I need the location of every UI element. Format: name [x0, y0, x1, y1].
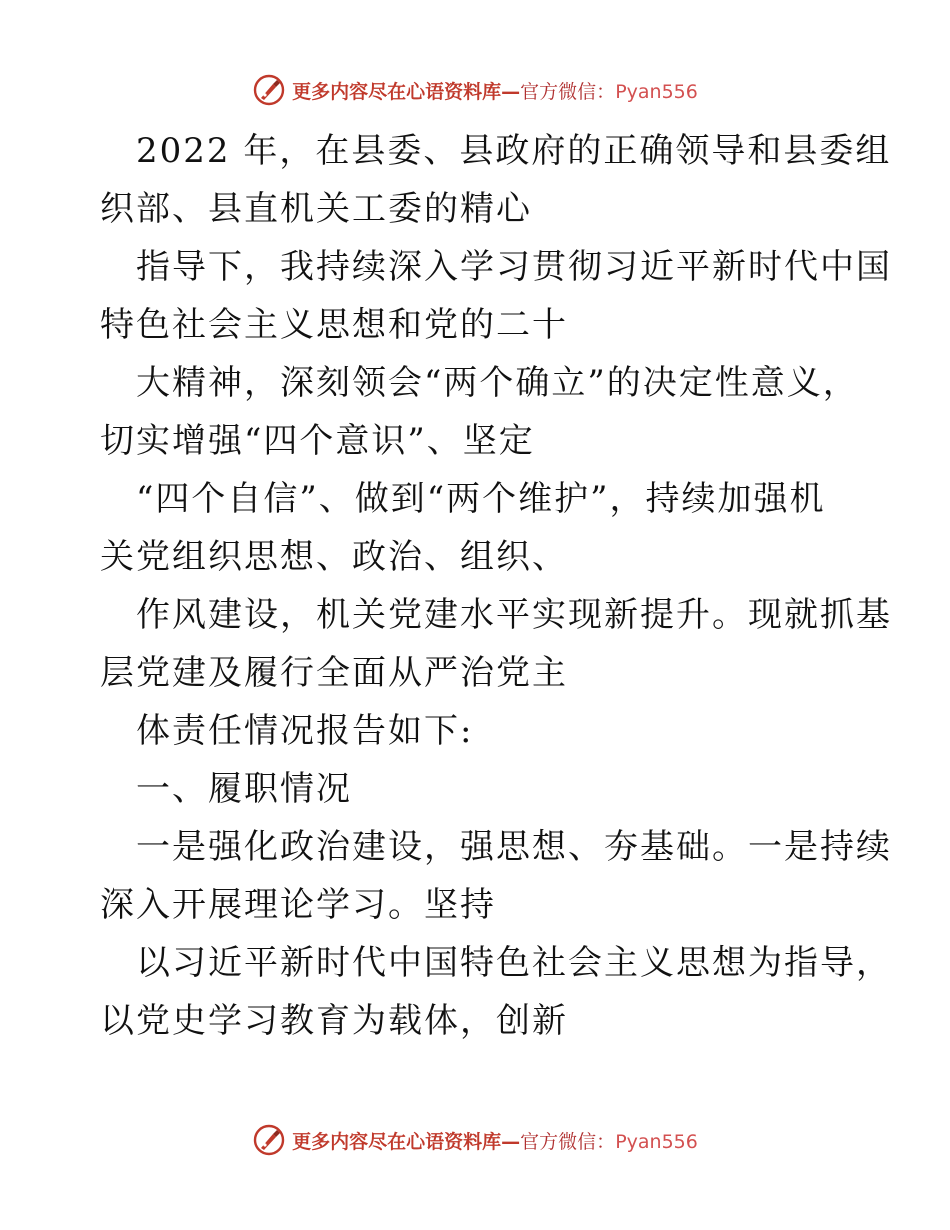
body-line: 大精神，深刻领会“两个确立”的决定性意义，: [136, 363, 859, 403]
body-line: 2022 年，在县委、县政府的正确领导和县委组: [136, 131, 892, 171]
watermark-dash: —: [501, 80, 521, 103]
body-line: 一是强化政治建设，强思想、夯基础。一是持续: [136, 827, 892, 867]
section-heading: 一、履职情况: [136, 769, 352, 809]
watermark-main: 更多内容尽在心语资料库: [292, 1130, 502, 1153]
body-line: 以党史学习教育为载体，创新: [100, 1001, 568, 1041]
pen-nib-logo-icon: [252, 73, 286, 107]
body-line: 织部、县直机关工委的精心: [100, 189, 532, 229]
watermark-id: Pyan556: [615, 1130, 698, 1153]
watermark-text: [292, 1127, 698, 1154]
body-line: 深入开展理论学习。坚持: [100, 885, 496, 925]
header-watermark: [0, 70, 950, 110]
body-line: 以习近平新时代中国特色社会主义思想为指导，: [136, 943, 892, 983]
watermark-text: [292, 77, 698, 104]
watermark-dash: —: [501, 1130, 521, 1153]
document-body: [100, 122, 892, 1050]
watermark-id: Pyan556: [615, 80, 698, 103]
pen-nib-logo-icon: [252, 1123, 286, 1157]
watermark-sub: 官方微信：: [520, 1130, 616, 1153]
body-line: 体责任情况报告如下:: [136, 711, 474, 751]
watermark-main: 更多内容尽在心语资料库: [292, 80, 502, 103]
watermark-sub: 官方微信：: [520, 80, 616, 103]
body-line: 作风建设，机关党建水平实现新提升。现就抓基: [136, 595, 892, 635]
body-line: 特色社会主义思想和党的二十: [100, 305, 568, 345]
body-line: “四个自信”、做到“两个维护”，持续加强机: [136, 479, 826, 519]
body-line: 指导下，我持续深入学习贯彻习近平新时代中国: [136, 247, 892, 287]
body-line: 层党建及履行全面从严治党主: [100, 653, 568, 693]
body-line: 关党组织思想、政治、组织、: [100, 537, 568, 577]
body-line: 切实增强“四个意识”、坚定: [100, 421, 535, 461]
footer-watermark: [0, 1120, 950, 1160]
